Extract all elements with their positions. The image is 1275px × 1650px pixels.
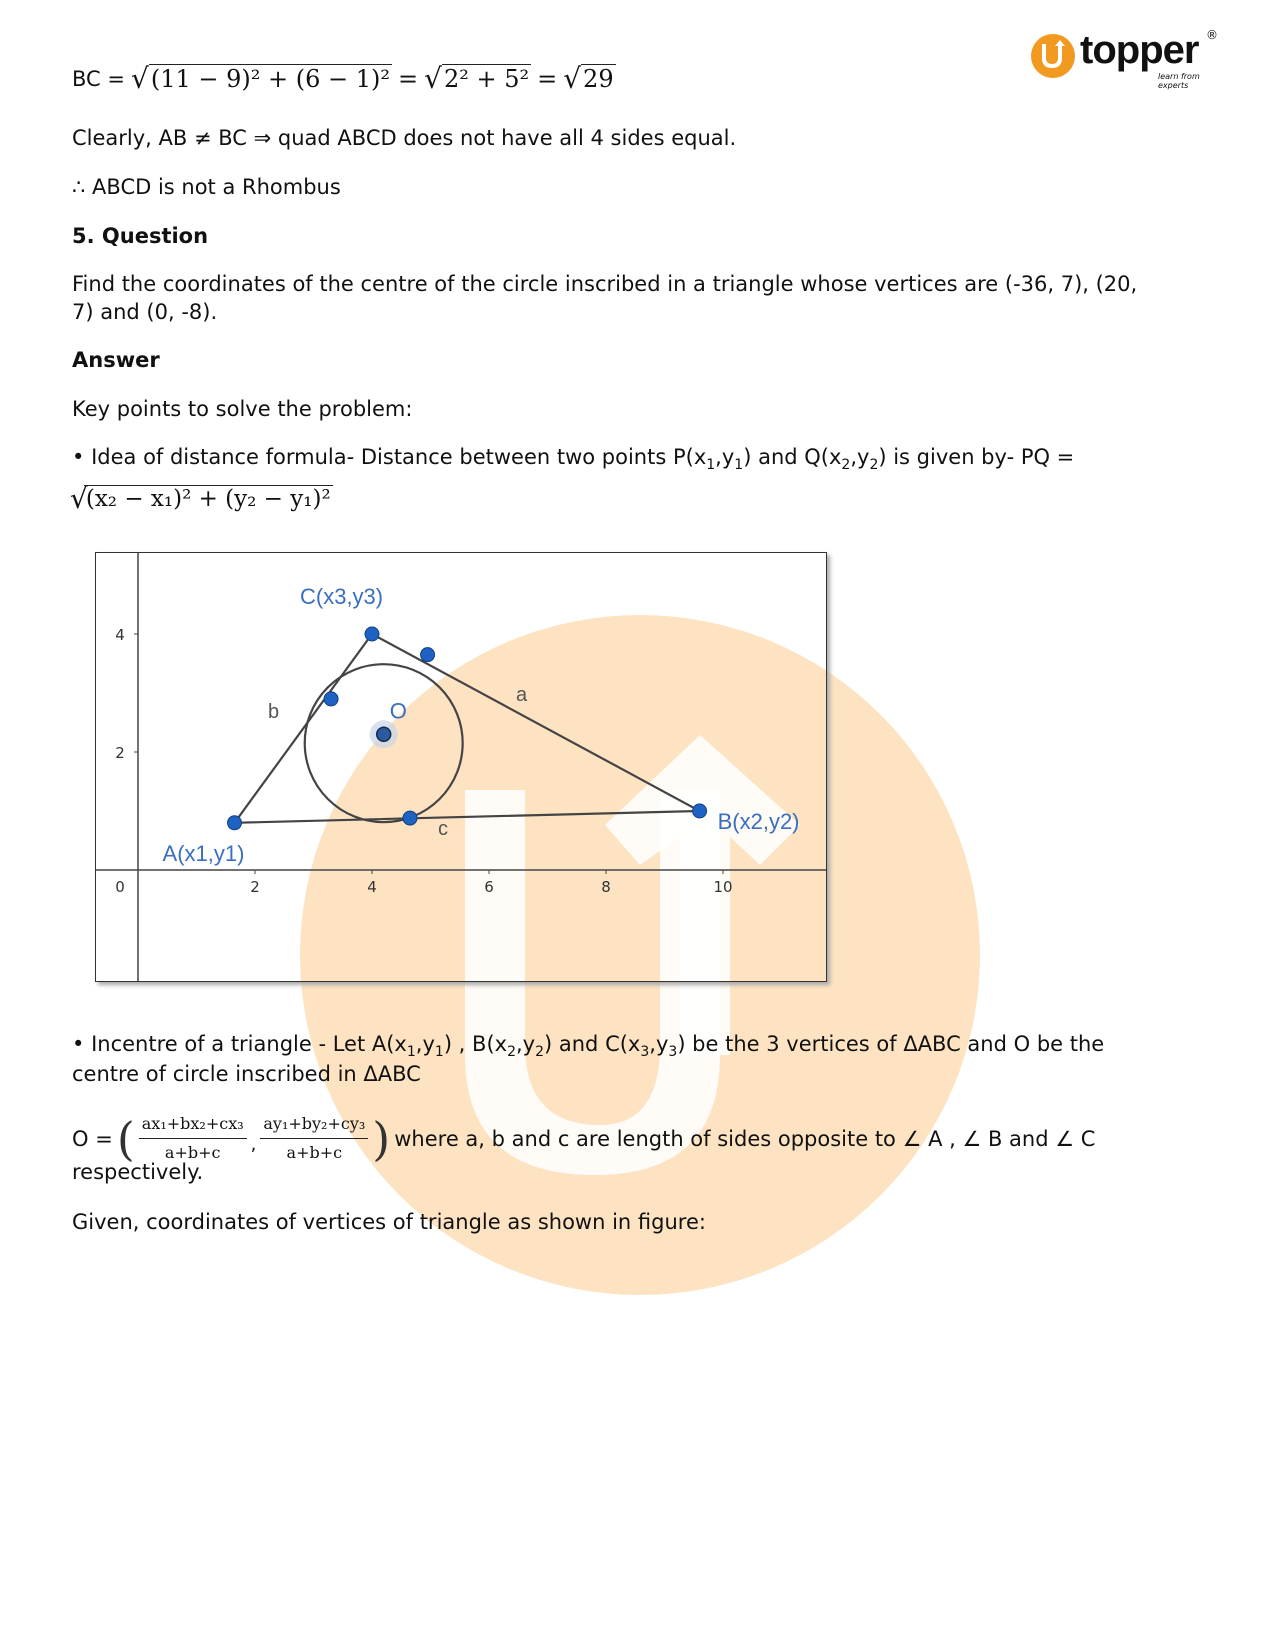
answer-heading: Answer: [72, 348, 160, 372]
point-b: [693, 804, 707, 818]
sqrt-icon: √: [130, 61, 149, 95]
bc-expr2: 2² + 5²: [443, 65, 530, 93]
subscript: 3: [640, 1044, 650, 1061]
triangle-figure: [95, 552, 827, 982]
question-line-2: 7) and (0, -8).: [72, 300, 218, 324]
label-side-a: a: [516, 684, 528, 706]
point-t_ab: [403, 811, 417, 825]
incentre-text: ) be the 3 vertices of ΔABC and O be the: [677, 1032, 1105, 1056]
subscript: 1: [406, 1044, 416, 1061]
x-tick-label: 4: [367, 878, 377, 896]
distance-text-b: ) and Q(x: [743, 445, 842, 469]
bc-expr3: 29: [583, 65, 614, 93]
close-paren: ): [372, 1111, 391, 1166]
y-tick-label: 2: [115, 744, 125, 762]
brand-name: topper: [1080, 28, 1199, 72]
fraction-y-num: ay₁+by₂+cy₃: [260, 1110, 368, 1139]
open-paren: (: [116, 1111, 135, 1166]
point-t_bc: [421, 648, 435, 662]
point-a: [228, 816, 242, 830]
y-tick-label: 0: [115, 878, 125, 896]
label-side-c: c: [438, 818, 448, 840]
x-tick-label: 2: [250, 878, 260, 896]
label-c-vertex: C(x3,y3): [300, 584, 384, 609]
subscript: 2: [535, 1044, 545, 1061]
subscript: 1: [434, 1044, 444, 1061]
clearly-line: Clearly, AB ≠ BC ⇒ quad ABCD does not have all 4 sides equal.: [72, 126, 737, 150]
bullet-icon: •: [72, 1032, 85, 1056]
fraction-y-den: a+b+c: [286, 1143, 343, 1162]
bc-label: BC =: [72, 66, 125, 91]
incentre-text: ) , B(x: [443, 1032, 508, 1056]
bc-expr1: (11 − 9)² + (6 − 1)²: [150, 65, 390, 93]
subscript: 3: [668, 1044, 678, 1061]
bc-eq2: =: [537, 64, 558, 93]
given-line: Given, coordinates of vertices of triangle as shown in figure:: [72, 1210, 706, 1234]
label-a-vertex: A(x1,y1): [162, 840, 245, 866]
distance-formula: [70, 482, 333, 515]
formula-comma: ,: [250, 1134, 257, 1155]
x-tick-label: 8: [601, 878, 611, 896]
subscript: 1: [734, 457, 744, 474]
formula-tail: where a, b and c are length of sides opposite to ∠ A , ∠ B and ∠ C: [394, 1126, 1096, 1151]
distance-text: ,y: [850, 445, 870, 469]
sqrt-icon: √: [70, 482, 88, 515]
incentre-point: [377, 727, 391, 741]
fraction-x-num: ax₁+bx₂+cx₃: [139, 1110, 247, 1139]
registered-mark: ®: [1206, 28, 1218, 42]
distance-text-c: ) is given by- PQ =: [878, 445, 1075, 469]
label-b-vertex: B(x2,y2): [717, 809, 800, 834]
triangle-figure-svg: [96, 553, 826, 981]
subscript: 2: [841, 457, 851, 474]
bc-eq1: =: [397, 64, 419, 93]
fraction-x-den: a+b+c: [164, 1143, 221, 1162]
point-t_ac: [324, 692, 338, 706]
x-tick-label: 6: [484, 878, 494, 896]
incentre-text: ) and C(x: [544, 1032, 641, 1056]
incentre-line-2: centre of circle inscribed in ΔABC: [72, 1062, 421, 1086]
subscript: 2: [507, 1044, 516, 1061]
formula-label: O =: [72, 1126, 113, 1151]
distance-text-a: Idea of distance formula- Distance between two points P(x: [91, 445, 707, 469]
brand-tagline: learn from experts: [1158, 72, 1200, 90]
fraction-y: [260, 1110, 368, 1167]
sqrt-icon: √: [563, 61, 582, 95]
bullet-icon: •: [72, 445, 85, 469]
label-side-b: b: [268, 701, 280, 723]
bc-line: [72, 61, 616, 95]
therefore-line: ∴ ABCD is not a Rhombus: [72, 175, 341, 199]
triangle: [235, 634, 700, 823]
sqrt-icon: √: [424, 61, 442, 95]
question-line-1: Find the coordinates of the centre of the circle inscribed in a triangle whose vertices are (-36, 7), (20,: [72, 272, 1138, 296]
point-c: [365, 627, 379, 641]
respectively-line: respectively.: [72, 1160, 204, 1184]
x-tick-label: 10: [713, 878, 733, 896]
subscript: 1: [706, 457, 716, 474]
incentre-text: ,y: [515, 1032, 536, 1056]
subscript: 2: [869, 457, 879, 474]
label-o: O: [389, 698, 407, 724]
incentre-formula: [72, 1110, 1095, 1167]
key-points-line: Key points to solve the problem:: [72, 397, 413, 421]
distance-text: ,y: [715, 445, 735, 469]
incentre-text: ,y: [649, 1032, 669, 1056]
topper-logo: [1030, 28, 1230, 98]
y-tick-label: 4: [115, 626, 125, 644]
distance-formula-expr: (x₂ − x₁)² + (y₂ − y₁)²: [85, 486, 331, 512]
incentre-text: Incentre of a triangle - Let A(x: [91, 1032, 407, 1056]
incentre-text: ,y: [415, 1032, 435, 1056]
distance-bullet: [72, 443, 1074, 479]
question-heading: 5. Question: [72, 224, 209, 248]
